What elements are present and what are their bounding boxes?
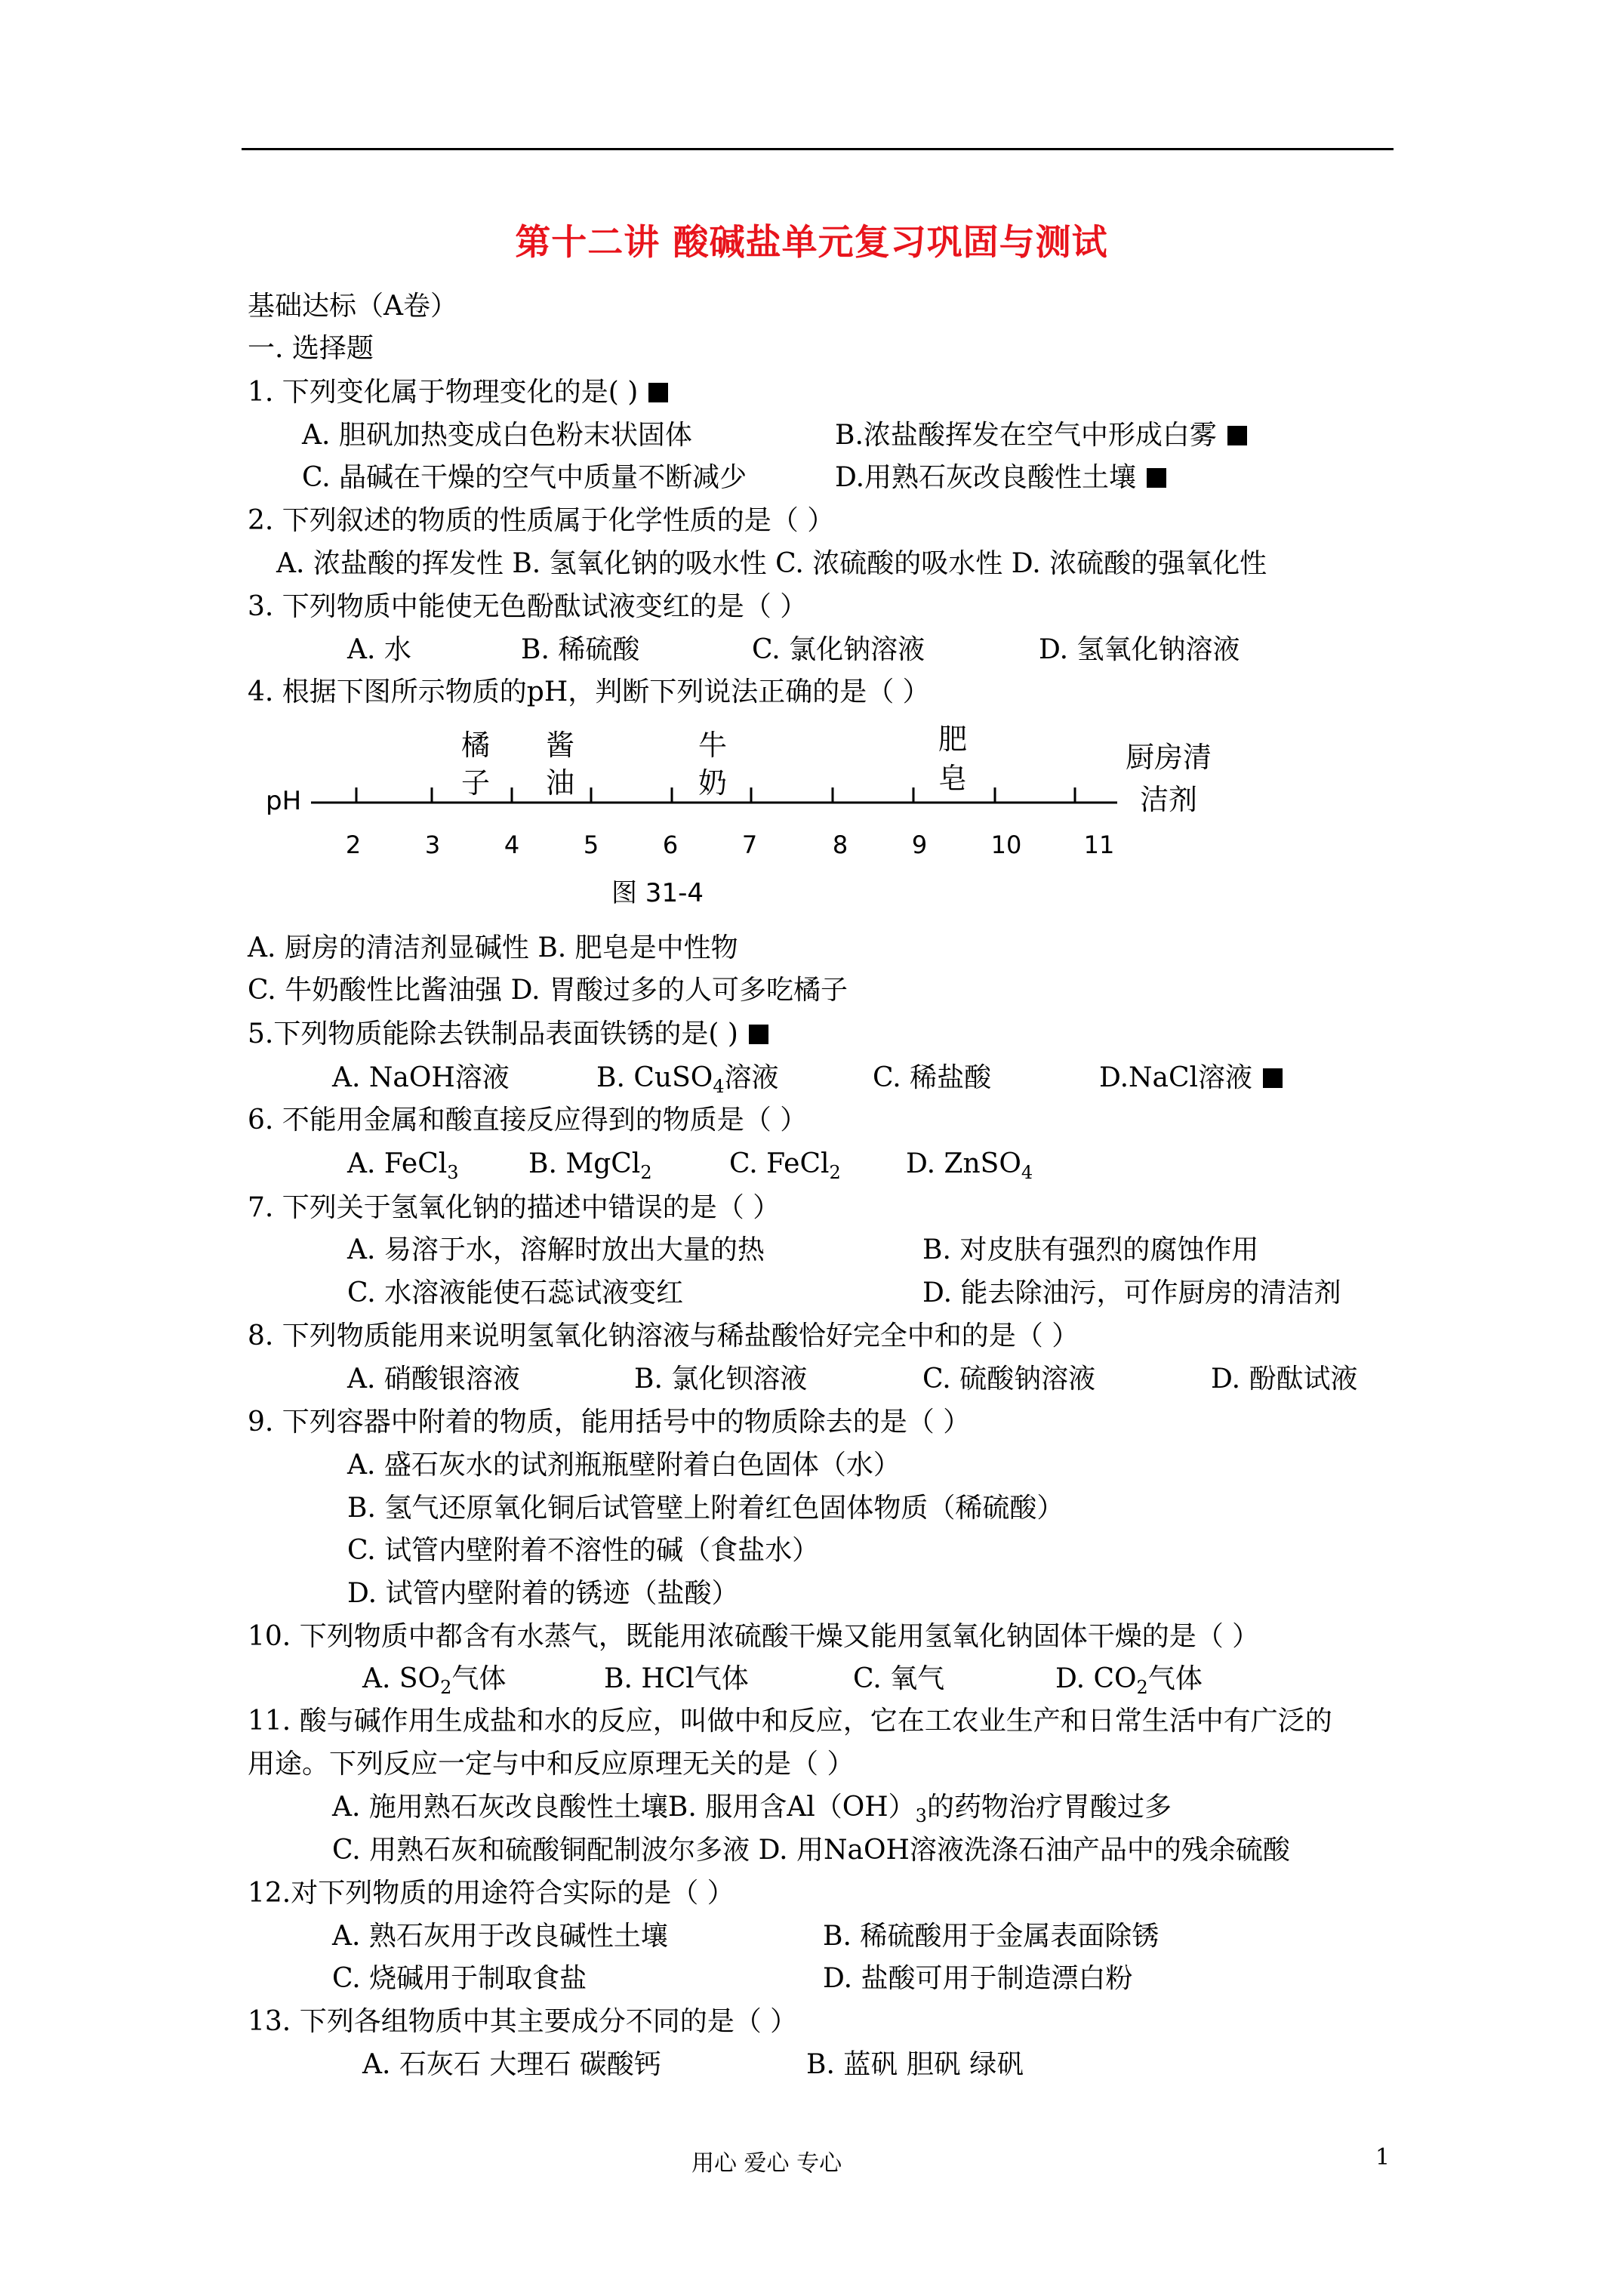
ph-item-milk: 牛 <box>698 729 728 762</box>
q13-option-b: B. 蓝矾 胆矾 绿矾 <box>806 2049 1024 2080</box>
q10-option-b: B. HCl气体 <box>604 1663 749 1694</box>
ph-item-kitchen-cleaner: 厨房清 <box>1125 741 1212 774</box>
q10-option-d: D. $CO_2$气体 <box>1055 1663 1203 1698</box>
q5-option-d: D.NaCl溶液 <box>1099 1060 1283 1096</box>
q7-option-d: D. 能去除油污，可作厨房的清洁剂 <box>922 1277 1341 1308</box>
q5-option-c: C. 稀盐酸 <box>873 1062 992 1093</box>
q12-option-a: A. 熟石灰用于改良碱性土壤 <box>332 1921 668 1952</box>
header-rule <box>242 148 1394 150</box>
ph-tick-label: 2 <box>345 831 362 859</box>
page-number: 1 <box>1375 2144 1390 2171</box>
ph-tick-label: 9 <box>911 831 928 859</box>
q11-options-cd: C. 用熟石灰和硫酸铜配制波尔多液 D. 用NaOH溶液洗涤石油产品中的残余硫酸 <box>332 1835 1290 1866</box>
q1-stem: 1. 下列变化属于物理变化的是( ) <box>248 374 668 411</box>
q1-option-a: A. 胆矾加热变成白色粉末状固体 <box>302 420 692 451</box>
q9-option-c: C. 试管内壁附着不溶性的碱（食盐水） <box>347 1535 820 1566</box>
figure-caption: 图 31-4 <box>611 878 704 908</box>
q6-stem: 6. 不能用金属和酸直接反应得到的物质是（ ） <box>248 1105 808 1136</box>
ph-item-kitchen-cleaner: 洁剂 <box>1139 783 1198 816</box>
q8-option-c: C. 硫酸钠溶液 <box>922 1364 1096 1395</box>
q8-option-d: D. 酚酞试液 <box>1211 1364 1358 1395</box>
ph-item-milk: 奶 <box>698 766 728 800</box>
q7-option-b: B. 对皮肤有强烈的腐蚀作用 <box>922 1234 1259 1265</box>
q7-stem: 7. 下列关于氢氧化钠的描述中错误的是（ ） <box>248 1192 781 1223</box>
q5-stem: 5.下列物质能除去铁制品表面铁锈的是( ) <box>248 1016 768 1052</box>
q12-stem: 12.对下列物质的用途符合实际的是（ ） <box>248 1878 735 1909</box>
page-title: 第十二讲 酸碱盐单元复习巩固与测试 <box>515 222 1108 264</box>
ph-tick-label: 6 <box>662 831 679 859</box>
q10-stem: 10. 下列物质中都含有水蒸气，既能用浓硫酸干燥又能用氢氧化钠固体干燥的是（ ） <box>248 1621 1260 1652</box>
ph-scale-figure <box>257 725 1238 917</box>
q7-option-a: A. 易溶于水，溶解时放出大量的热 <box>347 1234 765 1265</box>
q1-option-b: B.浓盐酸挥发在空气中形成白雾 <box>835 418 1247 454</box>
ph-item-orange: 橘 <box>460 729 491 762</box>
ph-tick-label: 10 <box>990 831 1022 859</box>
square-mark-icon <box>749 1025 768 1044</box>
q8-option-b: B. 氯化钡溶液 <box>634 1364 808 1395</box>
q12-option-d: D. 盐酸可用于制造漂白粉 <box>823 1963 1133 1994</box>
q11-options-ab: A. 施用熟石灰改良酸性土壤B. 服用含$Al(OH)_3$的药物治疗胃酸过多 <box>332 1792 1172 1826</box>
q9-option-b: B. 氢气还原氧化铜后试管壁上附着红色固体物质（稀硫酸） <box>347 1493 1064 1524</box>
q3-option-d: D. 氢氧化钠溶液 <box>1039 634 1240 665</box>
ph-item-soap: 肥 <box>938 725 968 756</box>
q2-options: A. 浓盐酸的挥发性 B. 氢氧化钠的吸水性 C. 浓硫酸的吸水性 D. 浓硫酸的强氧化性 <box>276 548 1267 579</box>
q13-stem: 13. 下列各组物质中其主要成分不同的是（ ） <box>248 2006 798 2037</box>
ph-axis-label: pH <box>266 786 302 816</box>
q4-options-cd: C. 牛奶酸性比酱油强 D. 胃酸过多的人可多吃橘子 <box>248 975 848 1006</box>
ph-item-soy-sauce: 酱 <box>545 729 575 762</box>
q8-option-a: A. 硝酸银溶液 <box>347 1364 520 1395</box>
ph-tick-label: 4 <box>504 831 520 859</box>
q5-option-b: B. CuSO$_4$溶液 <box>596 1062 779 1097</box>
q2-stem: 2. 下列叙述的物质的性质属于化学性质的是（ ） <box>248 505 835 536</box>
footer-motto: 用心 爱心 专心 <box>691 2150 842 2177</box>
q10-option-a: A. $SO_2$气体 <box>362 1663 507 1698</box>
ph-tick-label: 11 <box>1083 831 1115 859</box>
q7-option-c: C. 水溶液能使石蕊试液变红 <box>347 1277 684 1308</box>
q3-stem: 3. 下列物质中能使无色酚酞试液变红的是（ ） <box>248 591 808 622</box>
q3-option-b: B. 稀硫酸 <box>521 634 640 665</box>
q1-option-c: C. 晶碱在干燥的空气中质量不断减少 <box>302 462 747 493</box>
square-mark-icon <box>1147 468 1166 488</box>
q6-option-a: A. FeCl$_3$ <box>347 1148 459 1183</box>
square-mark-icon <box>1227 426 1247 445</box>
ph-tick-label: 3 <box>424 831 441 859</box>
ph-item-soap: 皂 <box>938 762 968 795</box>
q13-option-a: A. 石灰石 大理石 碳酸钙 <box>362 2049 661 2080</box>
square-mark-icon <box>1263 1068 1283 1088</box>
q4-options-ab: A. 厨房的清洁剂显碱性 B. 肥皂是中性物 <box>248 932 738 963</box>
q6-option-d: D. ZnSO$_4$ <box>906 1148 1033 1183</box>
q6-option-c: C. FeCl$_2$ <box>729 1148 841 1183</box>
q6-option-b: B. MgCl$_2$ <box>528 1148 652 1183</box>
ph-tick-label: 8 <box>832 831 848 859</box>
q8-stem: 8. 下列物质能用来说明氢氧化钠溶液与稀盐酸恰好完全中和的是（ ） <box>248 1321 1079 1351</box>
q9-option-a: A. 盛石灰水的试剂瓶瓶壁附着白色固体（水） <box>347 1450 901 1481</box>
q1-option-d: D.用熟石灰改良酸性土壤 <box>835 460 1166 496</box>
q9-option-d: D. 试管内壁附着的锈迹（盐酸） <box>347 1578 739 1609</box>
q9-stem: 9. 下列容器中附着的物质，能用括号中的物质除去的是（ ） <box>248 1407 971 1438</box>
q4-stem: 4. 根据下图所示物质的pH，判断下列说法正确的是（ ） <box>248 676 930 707</box>
q11-stem-line2: 用途。下列反应一定与中和反应原理无关的是（ ） <box>248 1749 855 1780</box>
ph-item-orange: 子 <box>460 766 491 800</box>
section-a-heading: 基础达标（A卷） <box>248 291 457 322</box>
q11-stem-line1: 11. 酸与碱作用生成盐和水的反应，叫做中和反应，它在工农业生产和日常生活中有广泛的 <box>248 1706 1332 1737</box>
q12-option-b: B. 稀硫酸用于金属表面除锈 <box>823 1921 1160 1952</box>
part-1-heading: 一. 选择题 <box>248 333 374 364</box>
q12-option-c: C. 烧碱用于制取食盐 <box>332 1963 587 1994</box>
ph-item-soy-sauce: 油 <box>545 766 575 800</box>
ph-tick-label: 5 <box>583 831 599 859</box>
ph-tick-label: 7 <box>741 831 758 859</box>
q3-option-c: C. 氯化钠溶液 <box>752 634 925 665</box>
q5-option-a: A. NaOH溶液 <box>332 1062 510 1093</box>
q3-option-a: A. 水 <box>347 634 411 665</box>
square-mark-icon <box>648 383 668 402</box>
q10-option-c: C. 氧气 <box>853 1663 945 1694</box>
